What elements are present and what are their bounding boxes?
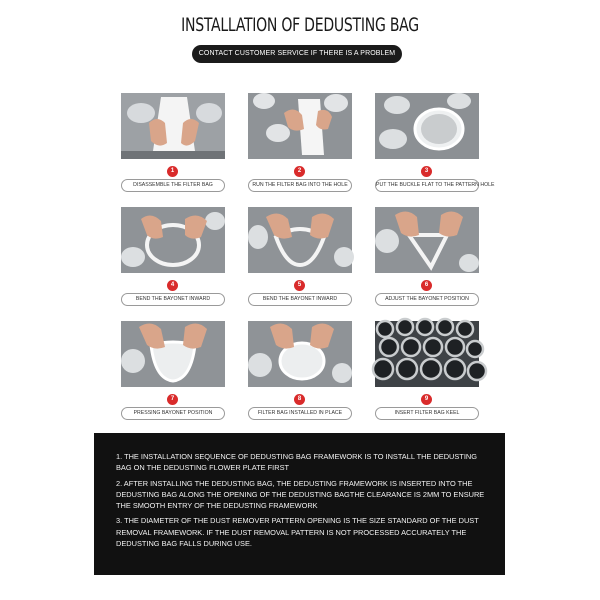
note-2: 2. AFTER INSTALLING THE DEDUSTING BAG, THE DEDUSTING FRAMEWORK IS INSERTED INTO THE DEDUSTING BAG ALONG THE OPENING OF THE DEDUSTING BAGTHE CLEARANCE IS 2MM TO ENSURE THE SMOOTH ENTRY OF THE DEDUSTING FRAMEWORK xyxy=(116,478,485,511)
step-5-photo xyxy=(248,207,352,273)
step-9-photo xyxy=(375,321,479,387)
step-4-photo xyxy=(121,207,225,273)
installation-notes-panel xyxy=(94,433,505,575)
step-6-caption: ADJUST THE BAYONET POSITION xyxy=(375,293,479,306)
contact-banner: CONTACT CUSTOMER SERVICE IF THERE IS A PROBLEM xyxy=(192,45,402,63)
step-7-photo xyxy=(121,321,225,387)
step-4-caption: BEND THE BAYONET INWARD xyxy=(121,293,225,306)
step-5-caption: BEND THE BAYONET INWARD xyxy=(248,293,352,306)
step-2-photo xyxy=(248,93,352,159)
step-2-caption: RUN THE FILTER BAG INTO THE HOLE xyxy=(248,179,352,192)
step-6-number: 6 xyxy=(421,280,432,291)
step-5-number: 5 xyxy=(294,280,305,291)
step-8-number: 8 xyxy=(294,394,305,405)
step-2-number: 2 xyxy=(294,166,305,177)
step-1-caption: DISASSEMBLE THE FILTER BAG xyxy=(121,179,225,192)
step-4-number: 4 xyxy=(167,280,178,291)
step-6-photo xyxy=(375,207,479,273)
step-1-number: 1 xyxy=(167,166,178,177)
step-8-photo xyxy=(248,321,352,387)
step-9-number: 9 xyxy=(421,394,432,405)
step-1-photo xyxy=(121,93,225,159)
note-1: 1. THE INSTALLATION SEQUENCE OF DEDUSTING BAG FRAMEWORK IS TO INSTALL THE DEDUSTING BAG ON THE DEDUSTING FLOWER PLATE FIRST xyxy=(116,452,477,473)
step-3-number: 3 xyxy=(421,166,432,177)
step-8-caption: FILTER BAG INSTALLED IN PLACE xyxy=(248,407,352,420)
page-title: INSTALLATION OF DEDUSTING BAG xyxy=(181,14,419,36)
step-3-caption: PUT THE BUCKLE FLAT TO THE PATTERN HOLE xyxy=(375,179,479,192)
step-9-caption: INSERT FILTER BAG KEEL xyxy=(375,407,479,420)
step-7-caption: PRESSING BAYONET POSITION xyxy=(121,407,225,420)
step-3-photo xyxy=(375,93,479,159)
note-3: 3. THE DIAMETER OF THE DUST REMOVER PATTERN OPENING IS THE SIZE STANDARD OF THE DUST REMOVAL FRAMEWORK. IF THE DUST REMOVAL PATTERN IS NOT PROCESSED ACCURATELY THE DEDUSTING BAG FALLS DURING USE. xyxy=(116,516,479,549)
step-7-number: 7 xyxy=(167,394,178,405)
